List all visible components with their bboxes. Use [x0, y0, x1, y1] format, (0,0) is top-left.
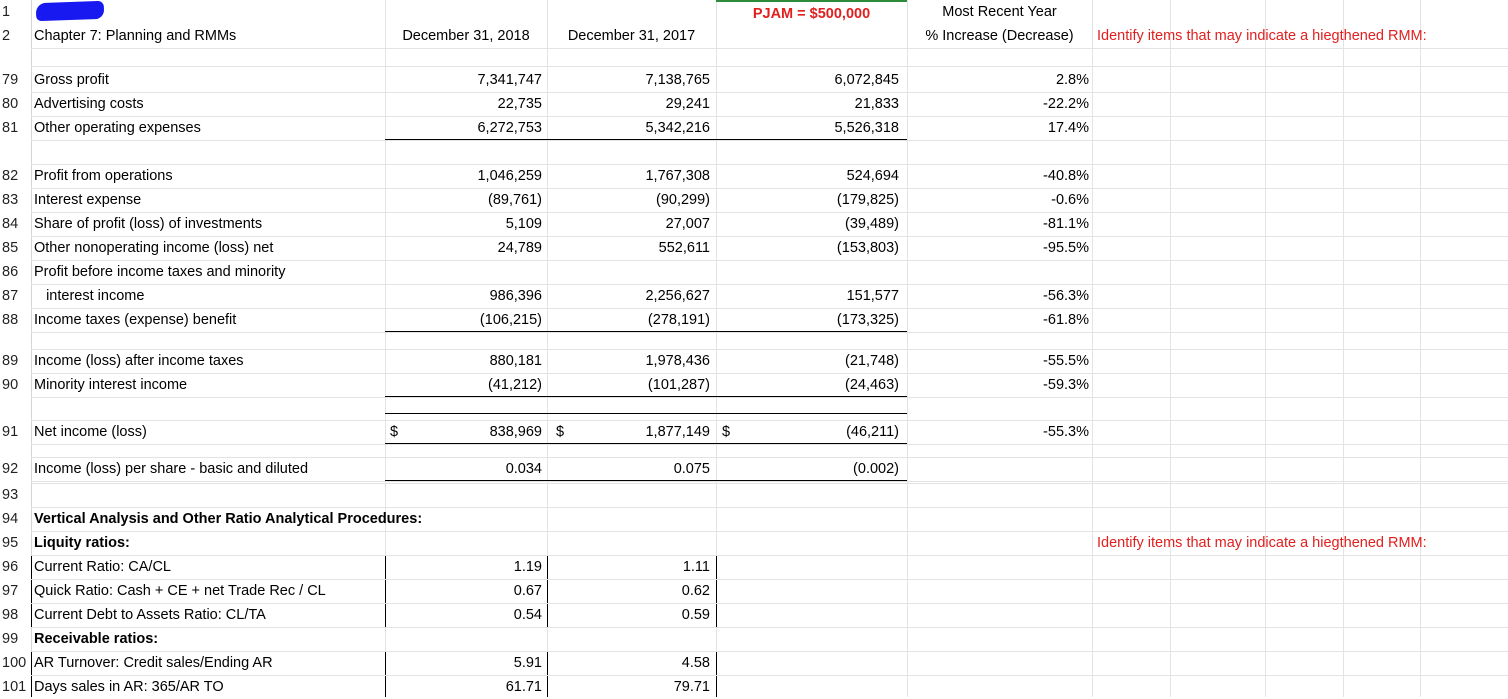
value-2017[interactable]: 552,611	[658, 240, 710, 256]
gridline	[31, 373, 1508, 374]
table-row	[0, 457, 1508, 481]
row-1	[0, 0, 1508, 24]
pct-change[interactable]: -55.3%	[1043, 424, 1089, 440]
row-number: 86	[2, 264, 19, 280]
pct-change[interactable]: -55.5%	[1043, 353, 1089, 369]
value-2018[interactable]: 986,396	[489, 288, 542, 304]
pct-change-header[interactable]: % Increase (Decrease)	[925, 28, 1074, 44]
value-2018[interactable]: 0.034	[505, 461, 542, 477]
table-row	[0, 627, 1508, 651]
value-2018[interactable]: (89,761)	[487, 192, 542, 208]
value-prior[interactable]: 21,833	[854, 96, 899, 112]
rmm-prompt[interactable]: Identify items that may indicate a hiegthened RMM:	[1097, 535, 1427, 551]
table-row	[0, 236, 1508, 260]
value-2017[interactable]: 1,877,149	[645, 424, 710, 440]
table-row	[0, 188, 1508, 212]
gridline	[31, 531, 1508, 532]
row-number: 2	[2, 28, 11, 44]
row-number: 81	[2, 120, 19, 136]
section-title[interactable]: Liquity ratios:	[34, 535, 130, 551]
value-prior[interactable]: (39,489)	[844, 216, 899, 232]
table-box	[31, 651, 386, 697]
row-label[interactable]: Net income (loss)	[34, 424, 147, 440]
table-row	[0, 507, 1508, 531]
value-2017[interactable]: 0.59	[681, 607, 710, 623]
value-2017[interactable]: 0.62	[681, 583, 710, 599]
row-number: 94	[2, 511, 19, 527]
value-2017[interactable]: 1,767,308	[645, 168, 710, 184]
row-number: 99	[2, 631, 19, 647]
value-prior[interactable]: 6,072,845	[834, 72, 899, 88]
row-number: 90	[2, 377, 19, 393]
row-number: 95	[2, 535, 19, 551]
value-prior[interactable]: (0.002)	[853, 461, 899, 477]
currency-symbol: $	[722, 424, 731, 440]
value-2018[interactable]: 6,272,753	[477, 120, 542, 136]
currency-symbol: $	[556, 424, 565, 440]
value-2018[interactable]: 880,181	[489, 353, 542, 369]
pct-change[interactable]: -22.2%	[1043, 96, 1089, 112]
table-row	[0, 116, 1508, 140]
row-label[interactable]: Interest expense	[34, 192, 142, 208]
pct-change[interactable]: -61.8%	[1043, 312, 1089, 328]
row-label[interactable]: Days sales in AR: 365/AR TO	[34, 679, 224, 695]
value-prior[interactable]: 5,526,318	[834, 120, 899, 136]
gridline	[31, 308, 1508, 309]
pct-change[interactable]	[907, 260, 1089, 284]
row-number: 79	[2, 72, 19, 88]
gridline	[31, 444, 1508, 445]
gridline	[31, 48, 1508, 49]
row-number: 91	[2, 424, 19, 440]
row-label[interactable]: Income (loss) per share - basic and diluted	[34, 461, 309, 477]
row-2	[0, 24, 1508, 48]
row-number: 97	[2, 583, 19, 599]
row-number: 92	[2, 461, 19, 477]
most-recent-year-header[interactable]: Most Recent Year	[942, 4, 1057, 20]
row-number: 96	[2, 559, 19, 575]
gridline	[31, 675, 1508, 676]
gridline	[31, 457, 1508, 458]
value-2017[interactable]: (90,299)	[655, 192, 710, 208]
row-number: 98	[2, 607, 19, 623]
value-2018[interactable]: 0.67	[513, 583, 542, 599]
row-label[interactable]: Share of profit (loss) of investments	[34, 216, 263, 232]
gridline	[31, 397, 1508, 398]
row-number: 87	[2, 288, 19, 304]
pct-change[interactable]: -0.6%	[1051, 192, 1089, 208]
table-row	[0, 92, 1508, 116]
pct-change[interactable]: 2.8%	[1055, 72, 1089, 88]
underline	[716, 413, 907, 414]
row-number: 1	[2, 4, 11, 20]
row-number: 88	[2, 312, 19, 328]
value-2017[interactable]: 7,138,765	[645, 72, 710, 88]
value-2017[interactable]	[547, 260, 710, 284]
value-prior[interactable]: 151,577	[846, 288, 899, 304]
value-2018[interactable]: 5.91	[513, 655, 542, 671]
rmm-prompt[interactable]: Identify items that may indicate a hiegthened RMM:	[1097, 28, 1427, 44]
table-row	[0, 260, 1508, 284]
value-2017[interactable]: 27,007	[665, 216, 710, 232]
redacted-mark	[36, 1, 105, 21]
row-label[interactable]: interest income	[34, 288, 145, 304]
value-2018[interactable]: 7,341,747	[477, 72, 542, 88]
table-row	[0, 164, 1508, 188]
pct-change[interactable]: -95.5%	[1043, 240, 1089, 256]
row-number: 89	[2, 353, 19, 369]
value-2017[interactable]: 2,256,627	[645, 288, 710, 304]
table-row	[0, 308, 1508, 332]
gridline	[31, 140, 1508, 141]
pct-change[interactable]: 17.4%	[1047, 120, 1089, 136]
pct-change[interactable]	[907, 457, 1089, 481]
gridline	[31, 555, 1508, 556]
row-label[interactable]: Current Ratio: CA/CL	[34, 559, 171, 575]
gridline	[31, 627, 1508, 628]
gridline	[31, 92, 1508, 93]
value-prior[interactable]: (173,325)	[836, 312, 899, 328]
value-2017[interactable]: 1,978,436	[645, 353, 710, 369]
gridline	[31, 651, 1508, 652]
value-prior[interactable]	[716, 260, 899, 284]
table-row	[0, 212, 1508, 236]
pct-change[interactable]: -81.1%	[1043, 216, 1089, 232]
row-label[interactable]: AR Turnover: Credit sales/Ending AR	[34, 655, 273, 671]
value-prior[interactable]: (46,211)	[846, 424, 899, 440]
row-label[interactable]: Quick Ratio: Cash + CE + net Trade Rec / CL	[34, 583, 326, 599]
table-row	[0, 284, 1508, 308]
gridline	[31, 579, 1508, 580]
section-title[interactable]: Vertical Analysis and Other Ratio Analytical Procedures:	[34, 511, 423, 527]
row-label[interactable]: Minority interest income	[34, 377, 188, 393]
gridline	[31, 420, 1508, 421]
pct-change[interactable]: -56.3%	[1043, 288, 1089, 304]
pct-change[interactable]: -59.3%	[1043, 377, 1089, 393]
gridline	[31, 188, 1508, 189]
row-label[interactable]: Current Debt to Assets Ratio: CL/TA	[34, 607, 266, 623]
gridline	[31, 260, 1508, 261]
value-2018[interactable]: 1.19	[513, 559, 542, 575]
gridline	[31, 603, 1508, 604]
row-label[interactable]: Advertising costs	[34, 96, 144, 112]
row-number: 93	[2, 487, 19, 503]
row-number: 80	[2, 96, 19, 112]
value-2017[interactable]: (101,287)	[647, 377, 710, 393]
gridline	[31, 481, 1508, 482]
value-prior[interactable]: (179,825)	[836, 192, 899, 208]
header-2018[interactable]: December 31, 2018	[402, 28, 530, 44]
value-2017[interactable]: 79.71	[673, 679, 710, 695]
pjam-cell[interactable]: PJAM = $500,000	[716, 0, 907, 24]
value-2018[interactable]: 24,789	[497, 240, 542, 256]
table-row	[0, 531, 1508, 555]
table-row	[0, 483, 1508, 507]
row-number: 82	[2, 168, 19, 184]
value-2017[interactable]: 1.11	[682, 559, 710, 575]
value-2018[interactable]: 0.54	[513, 607, 542, 623]
gridline	[31, 212, 1508, 213]
gridline	[31, 116, 1508, 117]
value-2018[interactable]: 61.71	[505, 679, 542, 695]
row-label[interactable]: Other operating expenses	[34, 120, 201, 136]
value-2018[interactable]: 22,735	[497, 96, 542, 112]
row-label[interactable]: Gross profit	[34, 72, 109, 88]
row-label[interactable]: Other nonoperating income (loss) net	[34, 240, 274, 256]
value-2017[interactable]: 5,342,216	[645, 120, 710, 136]
pct-change[interactable]: -40.8%	[1043, 168, 1089, 184]
underline	[547, 413, 716, 414]
value-2018[interactable]: (106,215)	[479, 312, 542, 328]
value-2017[interactable]: (278,191)	[647, 312, 710, 328]
value-2017[interactable]: 4.58	[681, 655, 710, 671]
gridline	[31, 349, 1508, 350]
table-row	[0, 420, 1508, 444]
value-prior[interactable]: (24,463)	[844, 377, 899, 393]
chapter-title[interactable]: Chapter 7: Planning and RMMs	[34, 28, 237, 44]
section-title[interactable]: Receivable ratios:	[34, 631, 159, 647]
table-row	[0, 68, 1508, 92]
table-row	[0, 349, 1508, 373]
gridline	[31, 66, 1508, 67]
value-2017[interactable]: 29,241	[665, 96, 710, 112]
underline	[385, 413, 547, 414]
table-row	[0, 373, 1508, 397]
row-number: 83	[2, 192, 19, 208]
row-number: 100	[2, 655, 27, 671]
row-number: 101	[2, 679, 27, 695]
gridline	[31, 236, 1508, 237]
value-2018[interactable]: (41,212)	[487, 377, 542, 393]
gridline	[31, 507, 1508, 508]
row-number: 85	[2, 240, 19, 256]
currency-symbol: $	[390, 424, 399, 440]
table-box	[547, 555, 717, 628]
value-prior[interactable]: (153,803)	[836, 240, 899, 256]
value-2018[interactable]: 5,109	[505, 216, 542, 232]
value-prior[interactable]: 524,694	[846, 168, 899, 184]
gridline	[31, 332, 1508, 333]
row-label[interactable]: Income taxes (expense) benefit	[34, 312, 237, 328]
value-2018[interactable]	[385, 260, 542, 284]
value-prior[interactable]: (21,748)	[844, 353, 899, 369]
value-2018[interactable]: 838,969	[489, 424, 542, 440]
row-number: 84	[2, 216, 19, 232]
table-box	[547, 651, 717, 697]
gridline	[31, 284, 1508, 285]
gridline	[31, 164, 1508, 165]
row-label[interactable]: Income (loss) after income taxes	[34, 353, 244, 369]
table-box	[31, 555, 386, 628]
gridline	[31, 483, 1508, 484]
value-2017[interactable]: 0.075	[673, 461, 710, 477]
row-label[interactable]: Profit before income taxes and minority	[34, 264, 286, 280]
row-label[interactable]: Profit from operations	[34, 168, 173, 184]
value-2018[interactable]: 1,046,259	[477, 168, 542, 184]
header-2017[interactable]: December 31, 2017	[567, 28, 696, 44]
